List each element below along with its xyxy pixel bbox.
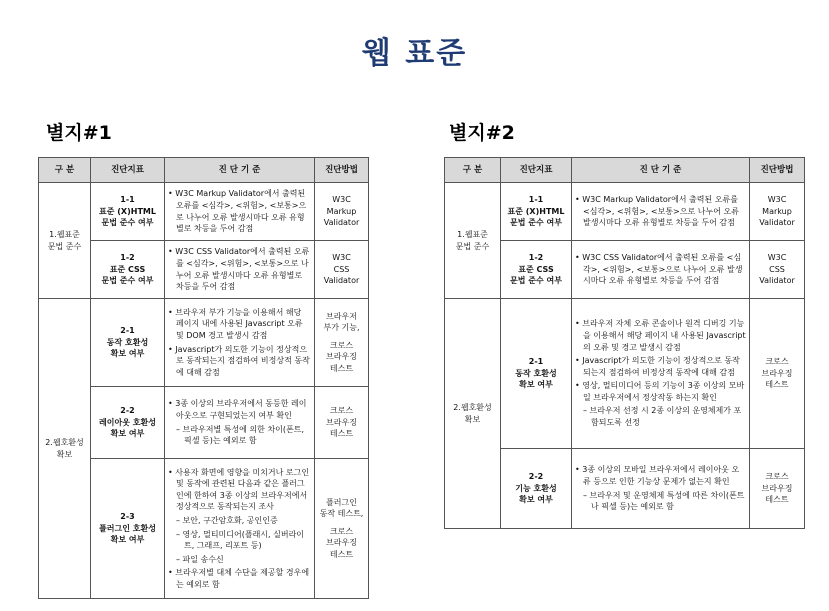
category-line: 확보: [56, 449, 73, 459]
method-cell: [315, 241, 369, 299]
criteria-cell: [165, 459, 315, 599]
right-criteria-table: [444, 157, 805, 529]
indicator-cell: [91, 459, 165, 599]
method-line: 브라우징: [326, 352, 357, 362]
left-criteria-table: [38, 157, 369, 599]
category-line: 2.웹호환성: [453, 402, 492, 412]
method-line: 크로스: [765, 357, 789, 367]
indicator-line: 확보 여부: [110, 429, 145, 439]
column-header: 진단방법: [315, 158, 369, 183]
method-cell: [315, 459, 369, 599]
criteria-cell: [572, 183, 750, 241]
method-line: Markup: [762, 206, 792, 216]
method-line: 크로스: [765, 472, 789, 482]
method-line: Validator: [759, 218, 795, 228]
header-row: [445, 158, 805, 183]
criteria-bullet: • 브라우저 부가 기능을 이용해서 해당 페이지 내에 사용된 Javascript 오류 및 DOM 경고 발생시 감점: [168, 307, 303, 340]
method-cell: [315, 183, 369, 241]
indicator-line: 표준 (X)HTML: [507, 206, 565, 216]
table-row: [445, 299, 805, 449]
indicator-line: 확보 여부: [519, 380, 553, 390]
criteria-subitem: – 브라우저별 특성에 의한 차이(폰트, 픽셀 등)는 예외로 함: [176, 424, 305, 446]
category-cell: [445, 299, 501, 529]
indicator-cell: [91, 241, 165, 299]
method-line: 크로스: [329, 406, 354, 416]
category-line: 1.웹표준: [49, 229, 80, 239]
criteria-bullet: • 3종 이상의 모바일 브라우저에서 레이아웃 오류 등으로 인한 기능상 문제가 없는지 확인: [575, 465, 740, 486]
criteria-subitem: – 브라우저 및 운영체제 특성에 따른 차이(폰트나 픽셀 등)는 예외로 함: [583, 490, 745, 512]
table-row: [445, 183, 805, 241]
indicator-cell: [501, 299, 572, 449]
criteria-subitem: – 파일 송수신: [176, 554, 224, 564]
indicator-cell: [91, 183, 165, 241]
criteria-bullet: • W3C Markup Validator에서 출력된 오류를 <심각>, <위험>, <보통>으로 나누어 오류 발생시마다 오류 유형별로 차등을 두어 감점: [168, 189, 307, 234]
criteria-bullet: • W3C CSS Validator에서 출력된 오류를 <심각>, <위험>, <보통>으로 나누어 오류 발생시마다 오류 유형별로 차등을 두어 감점: [168, 247, 310, 292]
criteria-bullet: • W3C CSS Validator에서 출력된 오류를 <심각>, <위험>, <보통>으로 나누어 오류 발생시마다 오류 유형별로 차등을 두어 감점: [575, 253, 743, 286]
method-line: 테스트: [765, 495, 789, 505]
criteria-cell: [165, 241, 315, 299]
criteria-cell: [165, 387, 315, 459]
method-line: Validator: [323, 276, 360, 286]
criteria-cell: [572, 241, 750, 299]
method-cell: [750, 241, 805, 299]
indicator-cell: [501, 241, 572, 299]
indicator-line: 2-1: [528, 357, 544, 367]
method-line: 브라우징: [326, 538, 357, 548]
indicator-line: 확보 여부: [110, 535, 145, 545]
criteria-subitem: – 영상, 멀티미디어(플래시, 실버라이트, 그래프, 리포트 등): [176, 529, 305, 551]
method-line: 부가 기능,: [323, 323, 360, 333]
method-cell: [750, 183, 805, 241]
indicator-line: 1-1: [528, 195, 544, 205]
column-header: 구 분: [445, 158, 501, 183]
header-row: [39, 158, 369, 183]
column-header: 진단지표: [501, 158, 572, 183]
indicator-line: 플러그인 호환성: [99, 523, 156, 533]
criteria-subitem: – 보안, 구간암호화, 공인인증: [176, 515, 278, 525]
indicator-line: 2-1: [120, 326, 135, 336]
right-section-title: 별지#2: [449, 122, 515, 144]
indicator-line: 2-2: [528, 472, 544, 482]
category-cell: [39, 183, 91, 299]
indicator-line: 동작 호환성: [106, 337, 149, 347]
criteria-cell: [572, 299, 750, 449]
indicator-line: 표준 CSS: [518, 264, 554, 274]
criteria-bullet: • 영상, 멀티미디어 등의 기능이 3종 이상의 모바일 브라우저에서 정상작동 하는지 확인: [575, 381, 745, 402]
method-line: 테스트: [329, 549, 354, 559]
criteria-subitem: – 브라우저 선정 시 2종 이상의 운영체제가 포함되도록 선정: [583, 406, 742, 428]
method-line: 브라우징: [761, 483, 793, 493]
category-line: 확보: [464, 414, 481, 424]
category-cell: [39, 299, 91, 599]
indicator-cell: [91, 299, 165, 387]
method-line: 테스트: [329, 363, 354, 373]
criteria-bullet: • Javascript가 의도한 기능이 정상적으로 동작되는지 점검하여 비정상적 동작에 대해 감점: [575, 356, 740, 377]
indicator-line: 확보 여부: [110, 349, 145, 359]
method-line: Markup: [326, 206, 357, 216]
category-line: 문법 준수: [455, 241, 490, 251]
indicator-line: 1-1: [120, 195, 135, 205]
table-row: [39, 299, 369, 387]
left-section-title: 별지#1: [46, 122, 112, 144]
category-line: 2.웹호환성: [45, 437, 84, 447]
indicator-line: 기능 호환성: [515, 483, 557, 493]
method-line: CSS: [333, 264, 350, 274]
page-title: 웹 표준: [361, 36, 468, 71]
indicator-line: 1-2: [528, 253, 544, 263]
indicator-cell: [501, 449, 572, 529]
criteria-bullet: • 3종 이상의 브라우저에서 동등한 레이아웃으로 구현되었는지 여부 확인: [168, 399, 307, 420]
method-line: Validator: [759, 276, 795, 286]
criteria-cell: [572, 449, 750, 529]
table-row: [39, 183, 369, 241]
column-header: 구 분: [39, 158, 91, 183]
indicator-cell: [91, 387, 165, 459]
method-line: W3C: [767, 253, 787, 263]
method-cell: [315, 387, 369, 459]
indicator-line: 문법 준수 여부: [510, 276, 562, 286]
indicator-cell: [501, 183, 572, 241]
method-cell: [750, 449, 805, 529]
category-line: 1.웹표준: [457, 229, 488, 239]
method-line: 브라우징: [761, 368, 793, 378]
indicator-line: 문법 준수 여부: [101, 276, 154, 286]
method-cell: [750, 299, 805, 449]
indicator-line: 레이아웃 호환성: [99, 417, 156, 427]
method-line: 크로스: [329, 340, 354, 350]
method-line: 브라우징: [326, 417, 357, 427]
method-line: W3C: [332, 195, 351, 205]
method-line: 테스트: [329, 429, 354, 439]
method-line: Validator: [323, 218, 360, 228]
category-line: 문법 준수: [47, 241, 82, 251]
column-header: 진단방법: [750, 158, 805, 183]
criteria-bullet: • Javascript가 의도한 기능이 정상적으로 동작되는지 점검하여 비정상적 동작에 대해 감점: [168, 344, 310, 377]
method-line: 동작 테스트,: [319, 509, 364, 519]
criteria-cell: [165, 299, 315, 387]
category-cell: [445, 183, 501, 299]
column-header: 진 단 기 준: [165, 158, 315, 183]
indicator-line: 문법 준수 여부: [101, 218, 154, 228]
criteria-bullet: • 브라우저별 대체 수단을 제공할 경우에는 예외로 함: [168, 568, 310, 589]
indicator-line: 1-2: [120, 253, 135, 263]
criteria-bullet: • 브라우저 자체 오류 콘솔이나 원격 디버깅 기능을 이용해서 해당 페이지 내 사용된 Javascript의 오류 및 경고 발생시 감점: [575, 319, 746, 352]
method-line: 크로스: [329, 526, 354, 536]
method-cell: [315, 299, 369, 387]
criteria-bullet: • 사용자 화면에 영향을 미치거나 로그인 및 동작에 관련된 다음과 같은 플러그인에 한하여 3종 이상의 브라우저에서 정상적으로 동작되는지 조사: [168, 467, 310, 512]
indicator-line: 확보 여부: [519, 495, 553, 505]
indicator-line: 동작 호환성: [515, 368, 557, 378]
method-line: CSS: [769, 264, 785, 274]
method-line: 플러그인: [326, 497, 357, 507]
criteria-cell: [165, 183, 315, 241]
indicator-line: 표준 CSS: [109, 264, 146, 274]
indicator-line: 2-2: [120, 406, 135, 416]
method-line: W3C: [767, 195, 787, 205]
indicator-line: 2-3: [120, 512, 135, 522]
method-line: W3C: [332, 253, 351, 263]
criteria-bullet: • W3C Markup Validator에서 출력된 오류를 <심각>, <위험>, <보통>으로 나누어 오류 발생시마다 오류 유형별로 차등을 두어 감점: [575, 195, 739, 228]
column-header: 진 단 기 준: [572, 158, 750, 183]
indicator-line: 문법 준수 여부: [510, 218, 562, 228]
column-header: 진단지표: [91, 158, 165, 183]
method-line: 테스트: [765, 380, 789, 390]
method-line: 브라우저: [326, 311, 357, 321]
indicator-line: 표준 (X)HTML: [99, 206, 156, 216]
